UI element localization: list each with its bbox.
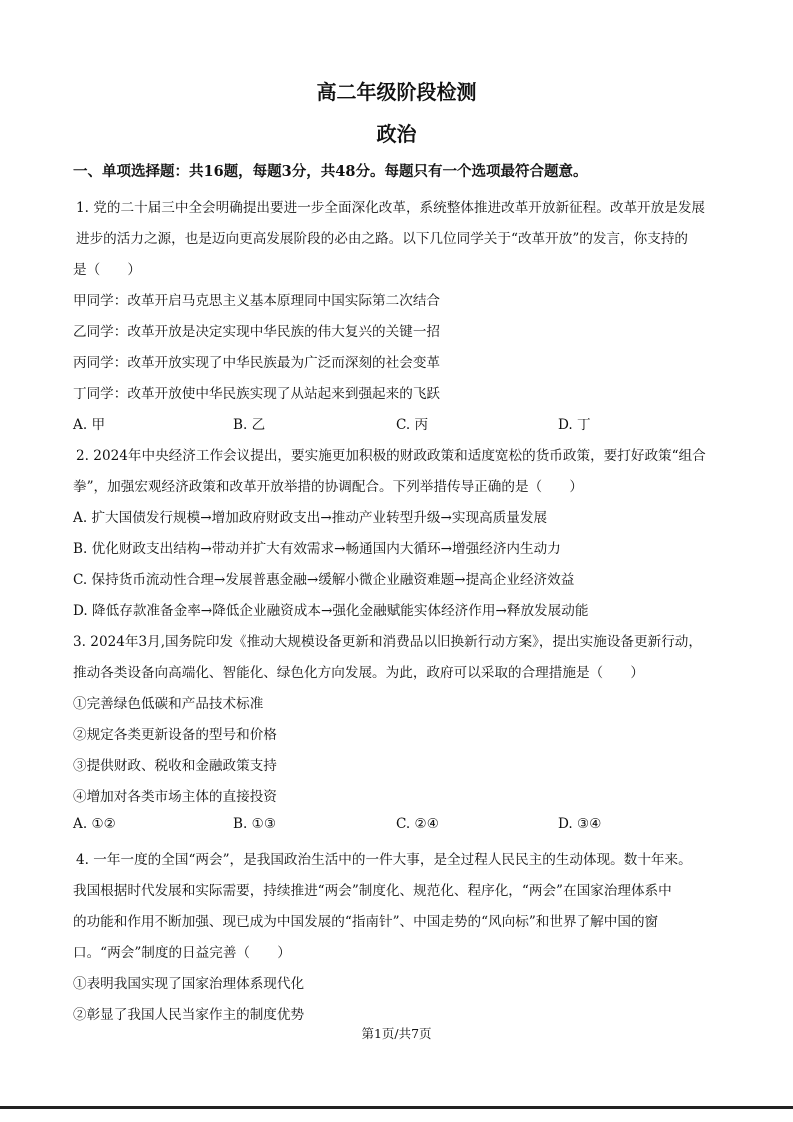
q1-option-b: B. 乙 (233, 417, 266, 433)
q1-option-a: A. 甲 (73, 417, 106, 433)
page-indicator: 第1页/共7页 (361, 1026, 432, 1041)
q4-stem-line: 口。“两会”制度的日益完善（ ） (73, 945, 291, 961)
q3-option-d: D. ③④ (558, 816, 602, 832)
q3-stem-line: 推动各类设备向高端化、智能化、绿色化方向发展。为此，政府可以采取的合理措施是（ ） (73, 665, 644, 681)
exam-title: 高二年级阶段检测 (316, 80, 477, 104)
q4-statement: ①表明我国实现了国家治理体系现代化 (73, 976, 305, 992)
q2-option-d: D. 降低存款准备金率→降低企业融资成本→强化金融赋能实体经济作用→释放发展动能 (73, 603, 589, 619)
q1-statement: 乙同学：改革开放是决定实现中华民族的伟大复兴的关键一招 (73, 324, 441, 340)
q2-option-a: A. 扩大国债发行规模→增加政府财政支出→推动产业转型升级→实现高质量发展 (73, 510, 548, 526)
q2-stem-line: 拳”，加强宏观经济政策和改革开放举措的协调配合。下列举措传导正确的是（ ） (73, 479, 583, 495)
q3-statement: ③提供财政、税收和金融政策支持 (73, 758, 277, 774)
q3-stem-line: 3. 2024年3月,国务院印发《推动大规模设备更新和消费品以旧换新行动方案》，提出实施设备更新行动， (73, 634, 702, 650)
q3-option-a: A. ①② (73, 816, 116, 832)
q1-stem-line: 进步的活力之源，也是迈向更高发展阶段的必由之路。以下几位同学关于“改革开放”的发言，你支持的 (76, 231, 689, 247)
q2-option-c: C. 保持货币流动性合理→发展普惠金融→缓解小微企业融资难题→提高企业经济效益 (73, 572, 575, 588)
q3-option-b: B. ①③ (233, 816, 277, 832)
q4-statement: ②彰显了我国人民当家作主的制度优势 (73, 1007, 305, 1023)
q3-statement: ②规定各类更新设备的型号和价格 (73, 727, 277, 743)
q1-stem-line: 是（ ） (73, 262, 141, 278)
q1-stem-line: 1. 党的二十届三中全会明确提出要进一步全面深化改革，系统整体推进改革开放新征程。改革开放是发展 (76, 200, 706, 216)
page-bottom-rule (0, 1106, 793, 1109)
q4-stem-line: 4. 一年一度的全国“两会”，是我国政治生活中的一件大事，是全过程人民民主的生动体现。数十年来。 (76, 852, 692, 868)
q1-statement: 丙同学：改革开放实现了中华民族最为广泛而深刻的社会变革 (73, 355, 441, 371)
q1-statement: 甲同学：改革开启马克思主义基本原理同中国实际第二次结合 (73, 293, 441, 309)
q3-option-c: C. ②④ (396, 816, 439, 832)
q4-stem-line: 我国根据时代发展和实际需要，持续推进“两会”制度化、规范化、程序化，“两会”在国家治理体系中 (73, 883, 672, 899)
subject-title: 政治 (376, 122, 417, 146)
q2-option-b: B. 优化财政支出结构→带动并扩大有效需求→畅通国内大循环→增强经济内生动力 (73, 541, 561, 557)
q2-stem-line: 2. 2024年中央经济工作会议提出，要实施更加积极的财政政策和适度宽松的货币政策，要打好政策“组合 (76, 448, 706, 464)
q3-statement: ①完善绿色低碳和产品技术标准 (73, 696, 264, 712)
section-heading: 一、单项选择题：共16题，每题3分，共48分。每题只有一个选项最符合题意。 (73, 163, 588, 180)
q1-statement: 丁同学：改革开放使中华民族实现了从站起来到强起来的飞跃 (73, 386, 441, 402)
q1-option-d: D. 丁 (558, 417, 591, 433)
q4-stem-line: 的功能和作用不断加强、现已成为中国发展的“指南针”、中国走势的“风向标”和世界了解中国的窗 (73, 914, 659, 930)
q1-option-c: C. 丙 (396, 417, 429, 433)
q3-statement: ④增加对各类市场主体的直接投资 (73, 789, 277, 805)
